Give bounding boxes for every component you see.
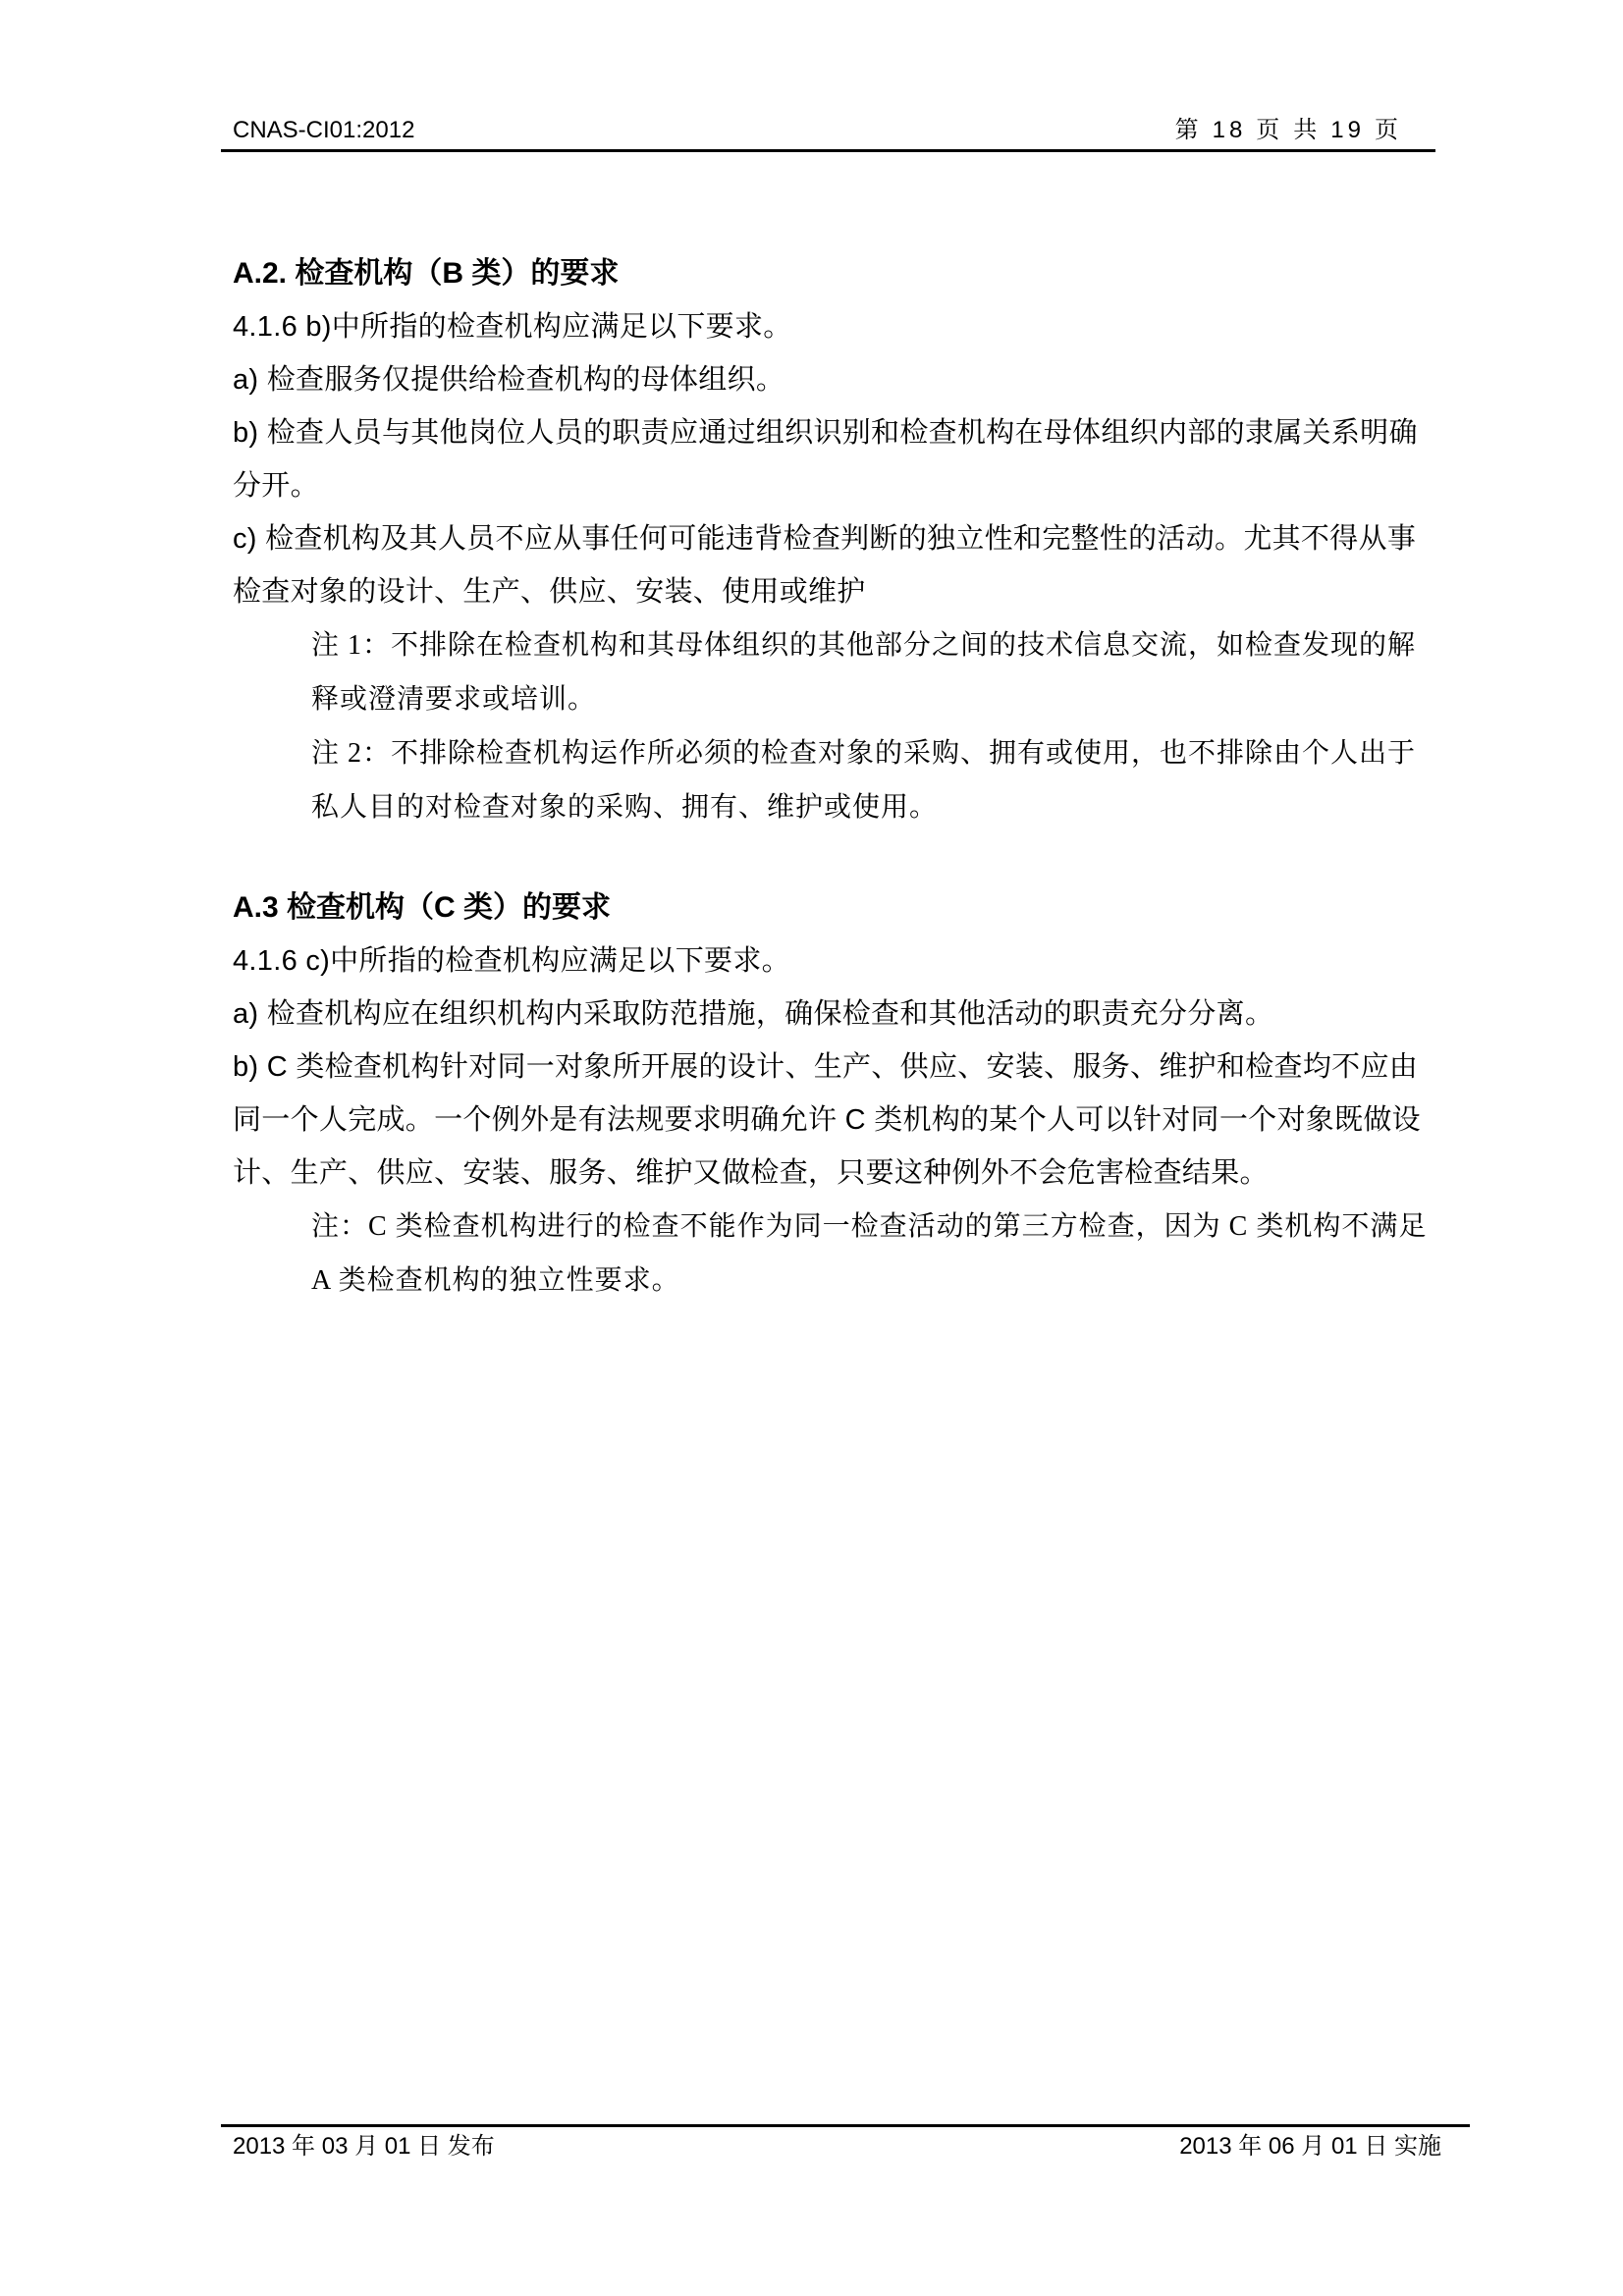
footer-divider bbox=[221, 2124, 1470, 2127]
document-body bbox=[233, 247, 1435, 1308]
list-item: a) 检查服务仅提供给检查机构的母体组织。 bbox=[233, 364, 785, 396]
effective-date: 2013 年 06 月 01 日 实施 bbox=[1179, 2133, 1441, 2160]
section-intro: 4.1.6 c)中所指的检查机构应满足以下要求。 bbox=[233, 945, 790, 977]
section-heading: A.2. 检查机构（B 类）的要求 bbox=[233, 257, 620, 290]
page-header bbox=[233, 114, 1441, 151]
page-number: 第 18 页 共 19 页 bbox=[1174, 117, 1402, 143]
page-footer bbox=[233, 2130, 1441, 2165]
list-item: b) C 类检查机构针对同一对象所开展的设计、生产、供应、安装、服务、维护和检查均不应由同一个人完成。一个例外是有法规要求明确允许 C 类机构的某个人可以针对同一个对象既做设计、生产、供应、安装、服务、维护又做检查，只要这种例外不会危害检查结果。 bbox=[233, 1051, 1421, 1189]
list-item: b) 检查人员与其他岗位人员的职责应通过组织识别和检查机构在母体组织内部的隶属关系明确分开。 bbox=[233, 417, 1418, 502]
header-divider bbox=[221, 149, 1435, 152]
section-a3 bbox=[233, 881, 1435, 1308]
section-a2 bbox=[233, 247, 1435, 834]
note: 注 2：不排除检查机构运作所必须的检查对象的采购、拥有或使用，也不排除由个人出于私人目的对检查对象的采购、拥有、维护或使用。 bbox=[311, 738, 1417, 823]
section-heading: A.3 检查机构（C 类）的要求 bbox=[233, 891, 612, 924]
list-item: c) 检查机构及其人员不应从事任何可能违背检查判断的独立性和完整性的活动。尤其不得从事检查对象的设计、生产、供应、安装、使用或维护 bbox=[233, 523, 1417, 608]
note: 注：C 类检查机构进行的检查不能作为同一检查活动的第三方检查，因为 C 类机构不满足 A 类检查机构的独立性要求。 bbox=[311, 1211, 1428, 1296]
issue-date: 2013 年 03 月 01 日 发布 bbox=[233, 2133, 495, 2160]
spacer bbox=[233, 834, 1435, 881]
section-intro: 4.1.6 b)中所指的检查机构应满足以下要求。 bbox=[233, 311, 792, 343]
list-item: a) 检查机构应在组织机构内采取防范措施，确保检查和其他活动的职责充分分离。 bbox=[233, 998, 1274, 1030]
document-code: CNAS-CI01:2012 bbox=[233, 117, 415, 143]
note: 注 1：不排除在检查机构和其母体组织的其他部分之间的技术信息交流，如检查发现的解释或澄清要求或培训。 bbox=[311, 630, 1417, 715]
